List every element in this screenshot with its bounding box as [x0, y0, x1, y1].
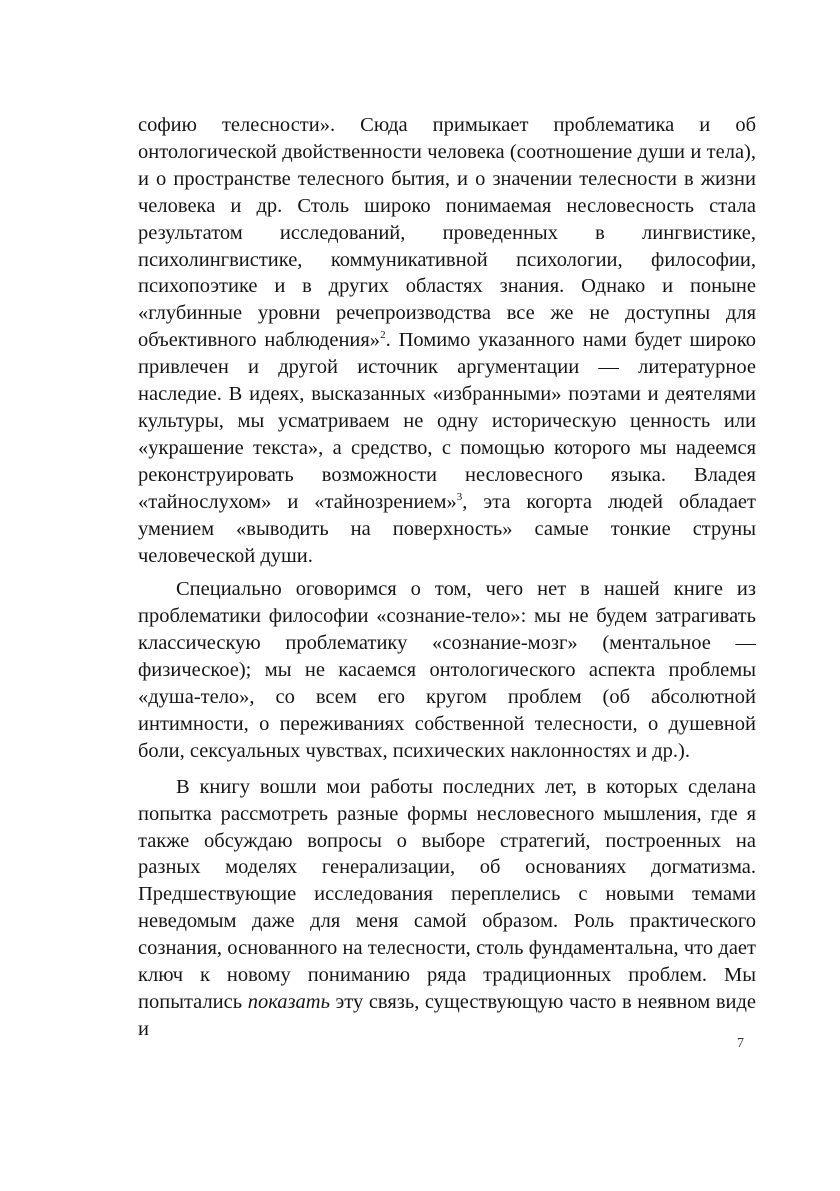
page-number: 7 — [737, 1036, 744, 1051]
paragraph-text: , эта когорта людей обладает умением «выводить на поверхность» самые тонкие струны человеческой души. — [138, 490, 756, 567]
footnote-ref-2: 2 — [380, 329, 386, 342]
paragraph-text: В книгу вошли мои работы последних лет, в которых сделана попытка рассмотреть разные формы несловесного мышления, где я также обсуждаю вопросы о выборе стратегий, построенных на разных моделях генерализации, об основаниях догматизма. Предшествующие исследования переплелись с новыми темами неведомым даже для меня самой образом. Роль практического сознания, основанного на телесности, столь фундаментальна, что дает ключ к новому пониманию ряда традиционных проблем. Мы попытались — [138, 775, 756, 1013]
paragraph-contents — [138, 774, 756, 1043]
paragraph-text: эту связь, существующую часто в неявном виде и — [138, 991, 756, 1040]
emphasized-word: показать — [247, 991, 330, 1013]
footnote-ref-3: 3 — [456, 490, 463, 503]
body-text — [138, 112, 756, 1043]
paragraph-text: . Помимо указанного нами будет широко привлечен и другой источник аргументации — литературное наследие. В идеях, высказанных «избранными» поэтами и деятелями культуры, мы усматриваем не одну историческую ценность или «украшение текста», а средство, с помощью которого мы надеемся реконструировать возможности несловесного языка. Владея «тайнослухом» и «тайнозрением» — [138, 329, 756, 513]
paragraph-scope: Специально оговоримся о том, чего нет в нашей книге из проблематики философии «сознание-тело»: мы не будем затрагивать классическую проблематику «сознание-мозг» (ментальное — физическое); мы не касаемся онтологического аспекта проблемы «душа-тело», со всем его кругом проблем (об абсолютной интимности, о переживаниях собственной телесности, о душевной боли, сексуальных чувствах, психических наклонностях и др.). — [138, 578, 756, 762]
paragraph-text: софию телесности». Сюда примыкает проблематика и об онтологической двойственности человека (соотношение души и тела), и о пространстве телесного бытия, и о значении телесности в жизни человека и др. Столь широко понимаемая несловесность стала результатом исследований, проведенных в лингвистике, психолингвистике, коммуникативной психологии, философии, психопоэтике и в других областях знания. Однако и поныне «глубинные уровни речепроизводства все же не доступны для объективного наблюдения» — [138, 114, 756, 352]
paragraph-continuation — [138, 112, 756, 569]
